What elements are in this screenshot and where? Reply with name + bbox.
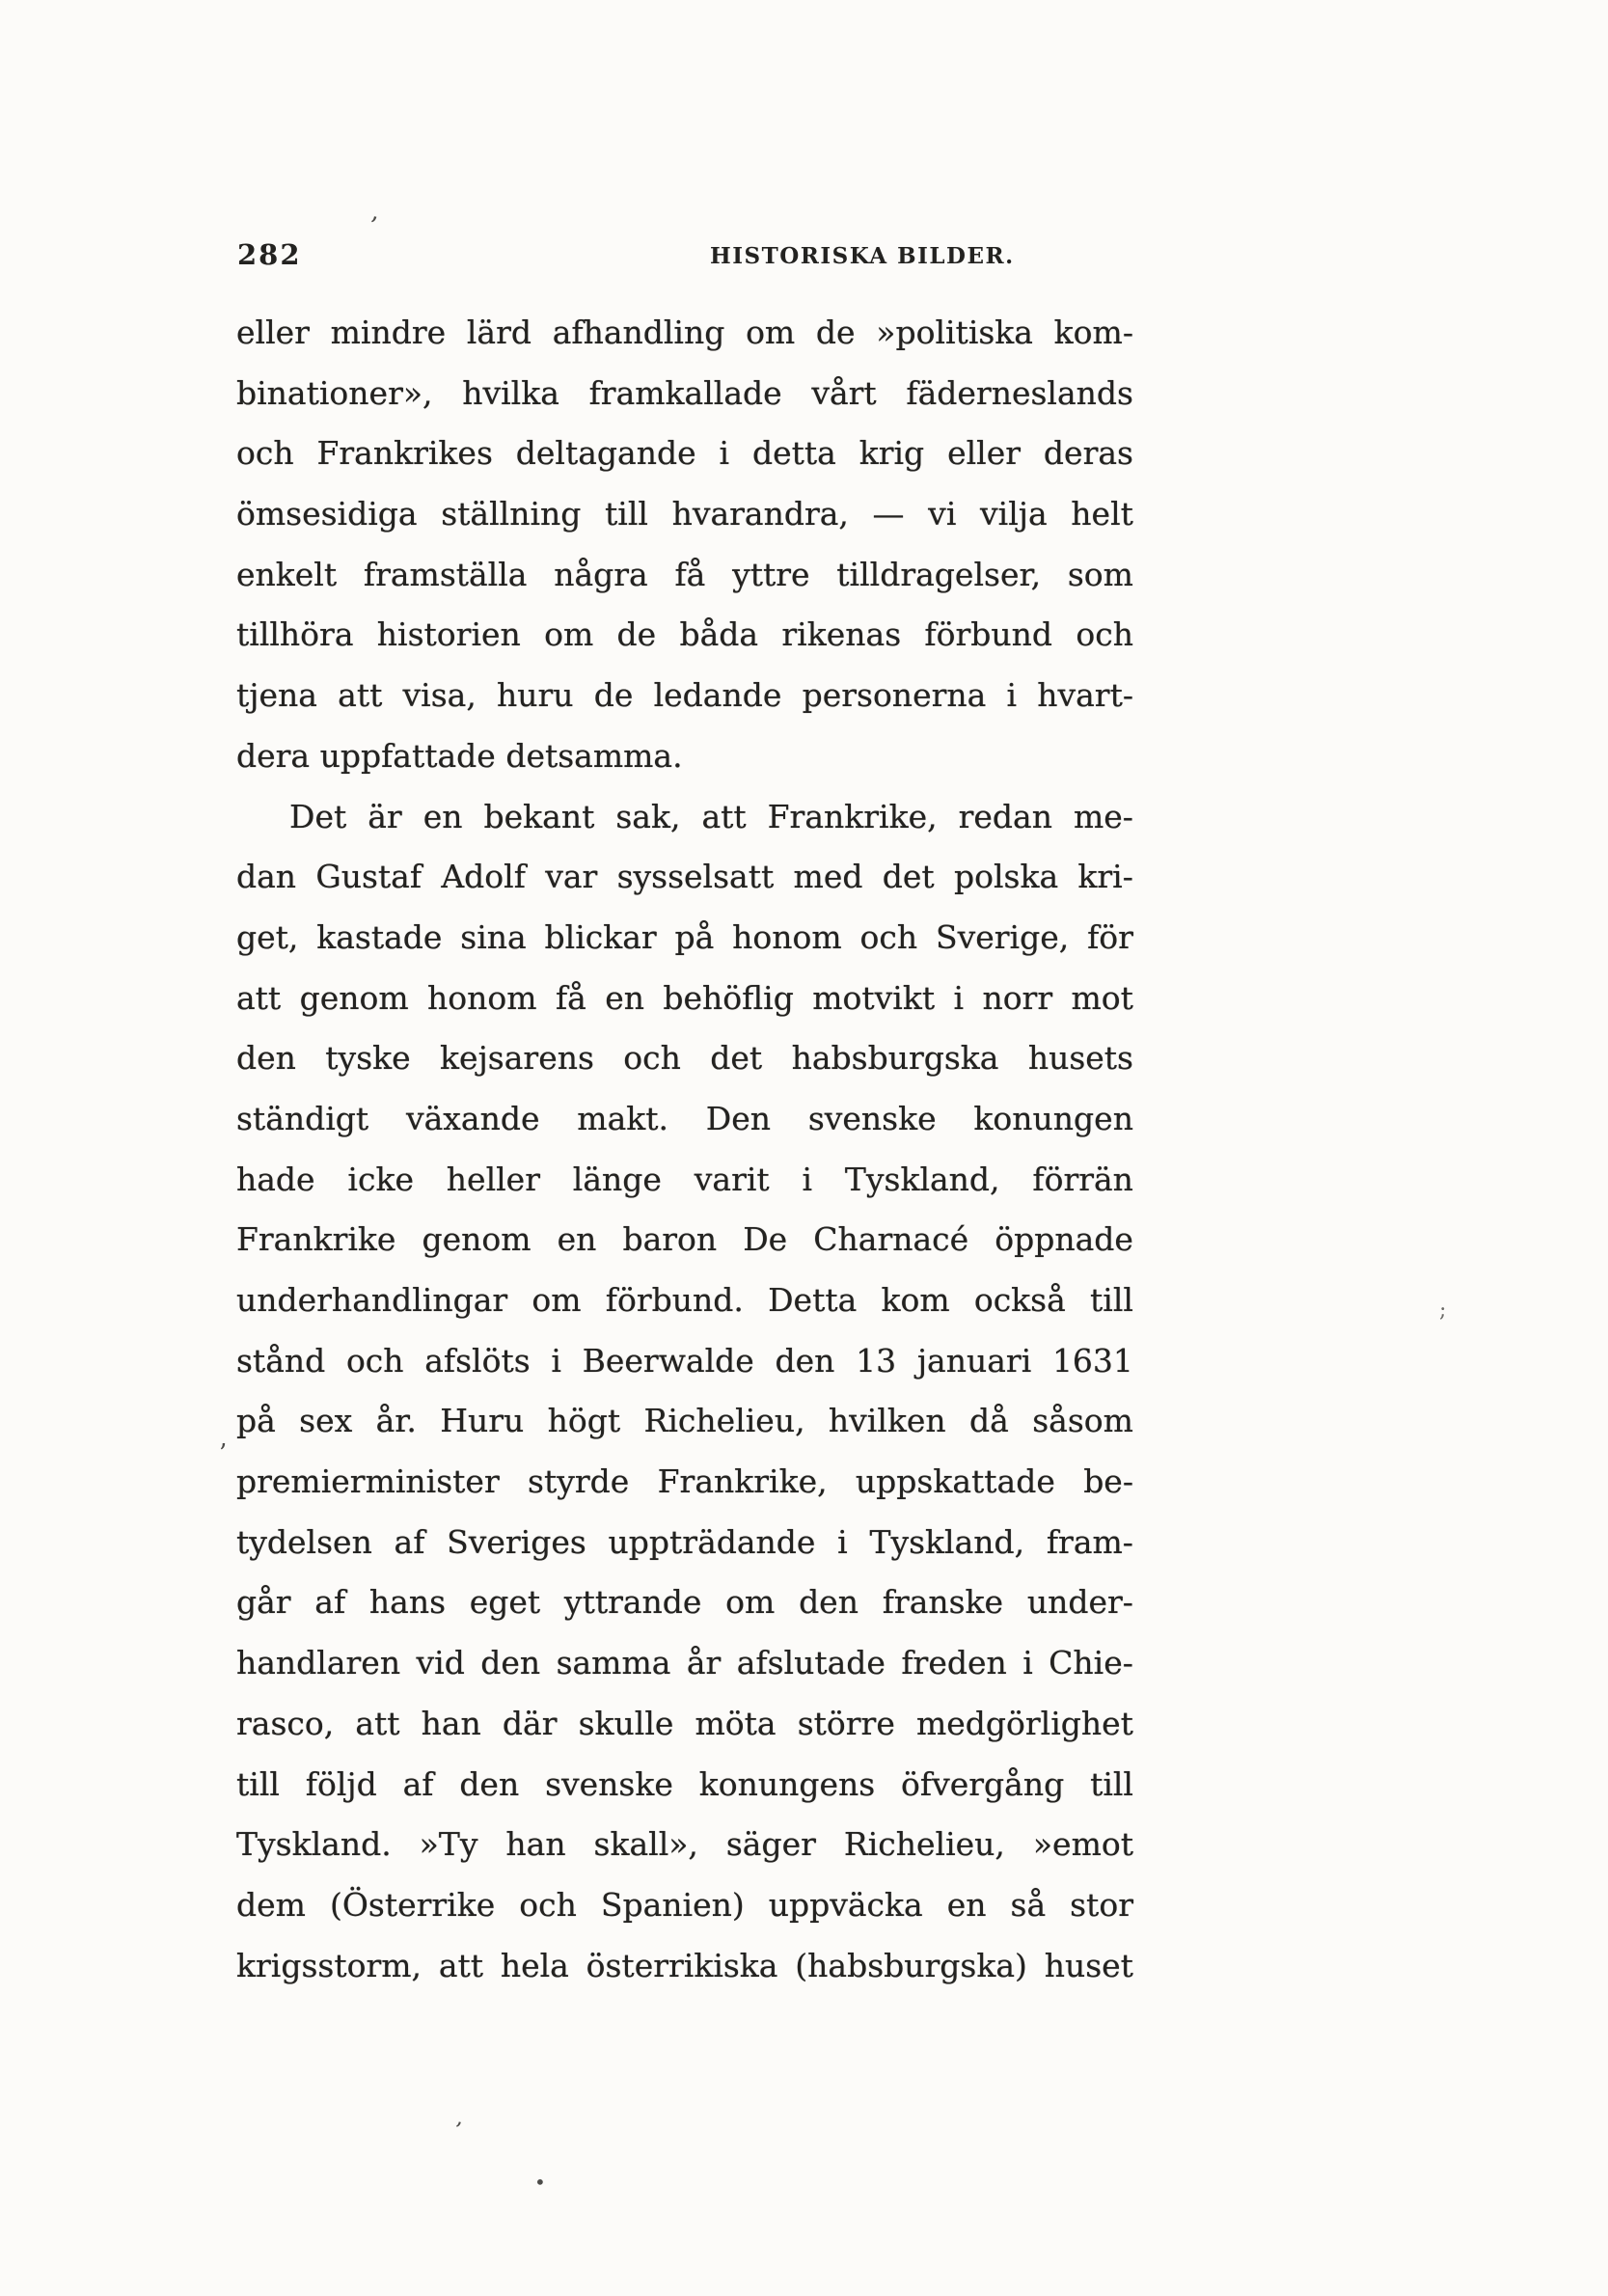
text-line: tjena att visa, huru de ledande personerna i hvart- xyxy=(236,676,1133,715)
ink-speck: • xyxy=(534,2171,546,2194)
text-line: eller mindre lärd afhandling om de »politiska kom- xyxy=(236,314,1133,351)
text-line: ständigt växande makt. Den svenske konungen xyxy=(236,1099,1133,1137)
text-line: på sex år. Huru högt Richelieu, hvilken då såsom xyxy=(236,1402,1133,1440)
ink-speck: ’ xyxy=(365,211,380,242)
text-line: den tyske kejsarens och det habsburgska husets xyxy=(236,1039,1133,1078)
text-line: Tyskland. »Ty han skall», säger Richelieu, »emot xyxy=(236,1825,1133,1864)
text-line: att genom honom få en behöflig motvikt i norr mot xyxy=(236,978,1133,1017)
text-line: binationer», hvilka framkallade vårt fäderneslands xyxy=(236,373,1133,412)
text-line: premierminister styrde Frankrike, uppskattade be- xyxy=(236,1462,1133,1501)
text-line: tydelsen af Sveriges uppträdande i Tyskland, fram- xyxy=(236,1522,1133,1561)
text-line: enkelt framställa några få yttre tilldragelser, som xyxy=(236,555,1133,593)
page-number: 282 xyxy=(237,238,302,271)
text-line: stånd och afslöts i Beerwalde den 13 januari 1631 xyxy=(236,1341,1133,1380)
text-line: Frankrike genom en baron De Charnacé öppnade xyxy=(236,1220,1133,1259)
text-line: hade icke heller länge varit i Tyskland, förrän xyxy=(236,1160,1133,1198)
paragraph xyxy=(236,303,1133,787)
text-line: dan Gustaf Adolf var sysselsatt med det polska kri- xyxy=(236,858,1133,896)
body-text xyxy=(236,303,1133,1996)
ink-speck: ; xyxy=(1439,1298,1447,1323)
text-line: dem (Österrike och Spanien) uppväcka en så stor xyxy=(236,1885,1133,1924)
text-line: ömsesidiga ställning till hvarandra, — vi vilja helt xyxy=(236,495,1133,533)
text-line: Det är en bekant sak, att Frankrike, redan me- xyxy=(289,797,1133,835)
ink-speck: ’ xyxy=(450,2118,464,2145)
text-line: krigsstorm, att hela österrikiska (habsburgska) huset xyxy=(236,1946,1133,1984)
paragraph xyxy=(236,787,1133,1997)
text-line: går af hans eget yttrande om den franske under- xyxy=(236,1583,1133,1622)
text-line: underhandlingar om förbund. Detta kom också till xyxy=(236,1281,1133,1319)
text-line: till följd af den svenske konungens öfvergång till xyxy=(236,1764,1133,1803)
running-title: HISTORISKA BILDER. xyxy=(710,243,1015,269)
text-line: rasco, att han där skulle möta större medgörlighet xyxy=(236,1704,1133,1742)
ink-speck: ’ xyxy=(219,1439,228,1468)
text-line: tillhöra historien om de båda rikenas förbund och xyxy=(236,615,1133,654)
text-line: och Frankrikes deltagande i detta krig eller deras xyxy=(236,434,1133,473)
text-line: get, kastade sina blickar på honom och Sverige, för xyxy=(236,917,1133,956)
text-line: handlaren vid den samma år afslutade freden i Chie- xyxy=(236,1644,1133,1682)
text-line: dera uppfattade detsamma. xyxy=(236,736,683,775)
